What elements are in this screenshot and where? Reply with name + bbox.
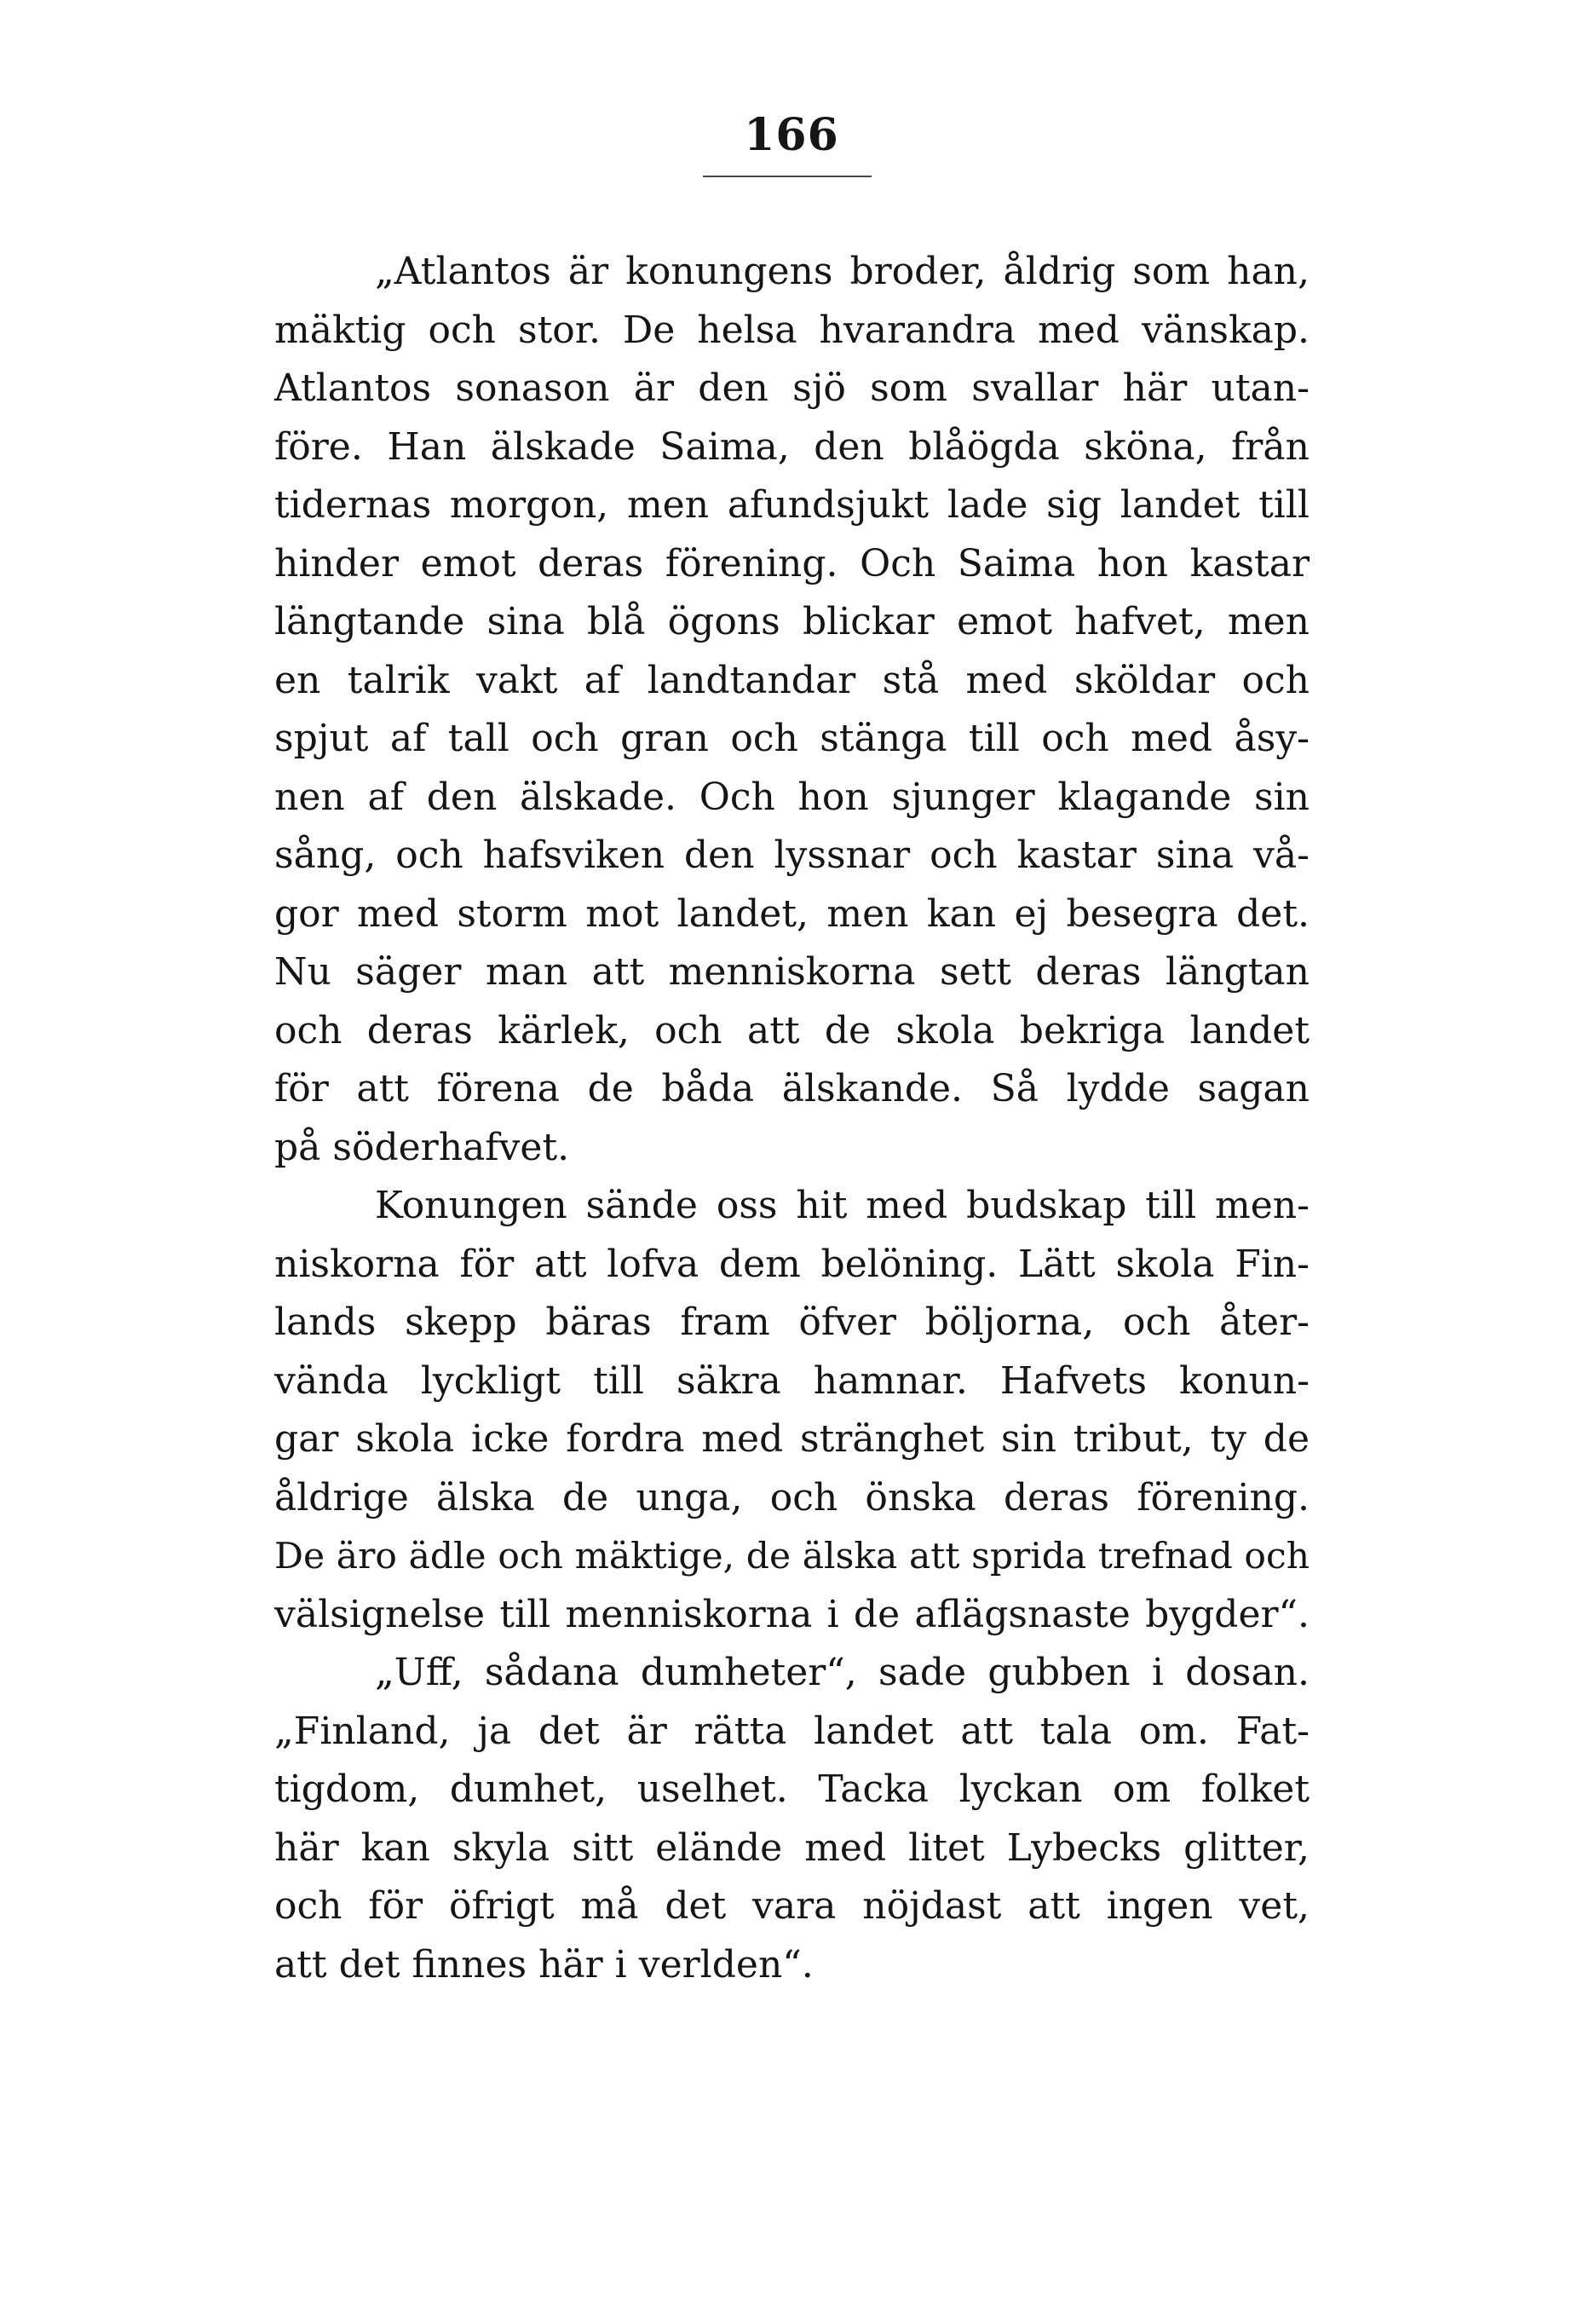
text-line: att det finnes här i verlden“. [274, 1942, 814, 1987]
text-line: före. Han älskade Saima, den blåögda sköna, från [274, 424, 1310, 469]
text-line: tidernas morgon, men afundsjukt lade sig landet till [274, 483, 1310, 527]
text-line: Konungen sände oss hit med budskap till men- [375, 1184, 1310, 1227]
text-line: välsignelse till menniskorna i de aflägsnaste bygder“. [274, 1592, 1310, 1636]
text-line: för att förena de båda älskande. Så lydde sagan [274, 1067, 1310, 1110]
text-line: De äro ädle och mäktige, de älska att sprida trefnad och [274, 1535, 1310, 1577]
text-line: längtande sina blå ögons blickar emot hafvet, men [274, 600, 1310, 643]
text-line: spjut af tall och gran och stänga till och med åsy- [274, 717, 1310, 760]
text-line: sång, och hafsviken den lyssnar och kastar sina vå- [274, 833, 1310, 877]
text-line: och för öfrigt må det vara nöjdast att ingen vet, [274, 1884, 1310, 1928]
text-line: Atlantos sonason är den sjö som svallar här utan- [274, 366, 1310, 410]
text-line: och deras kärlek, och att de skola bekriga landet [274, 1008, 1310, 1052]
text-line: åldrige älska de unga, och önska deras förening. [274, 1475, 1310, 1520]
text-line: gor med storm mot landet, men kan ej besegra det. [274, 891, 1310, 936]
text-line: en talrik vakt af landtandar stå med sköldar och [274, 658, 1310, 702]
header-divider [703, 176, 872, 177]
text-line: „Uff, sådana dumheter“, sade gubben i dosan. [375, 1651, 1310, 1694]
text-line: Nu säger man att menniskorna sett deras längtan [274, 950, 1310, 994]
text-line: här kan skyla sitt elände med litet Lybecks glitter, [274, 1825, 1310, 1870]
text-line: „Atlantos är konungens broder, åldrig som han, [375, 250, 1310, 293]
text-line: mäktig och stor. De helsa hvarandra med vänskap. [274, 308, 1310, 352]
text-line: vända lyckligt till säkra hamnar. Hafvets konun- [274, 1358, 1310, 1403]
text-line: niskorna för att lofva dem belöning. Lätt skola Fin- [274, 1242, 1310, 1286]
text-line: hinder emot deras förening. Och Saima hon kastar [274, 541, 1310, 585]
text-line: „Finland, ja det är rätta landet att tala om. Fat- [274, 1709, 1310, 1753]
text-line: gar skola icke fordra med stränghet sin tribut, ty de [274, 1417, 1310, 1461]
body-text [274, 243, 1310, 1994]
text-line: tigdom, dumhet, uselhet. Tacka lyckan om folket [274, 1768, 1310, 1811]
text-line: nen af den älskade. Och hon sjunger klagande sin [274, 775, 1310, 819]
text-line: på söderhafvet. [274, 1125, 570, 1169]
text-line: lands skepp bäras fram öfver böljorna, och åter- [274, 1300, 1310, 1344]
page-number: 166 [744, 109, 839, 161]
